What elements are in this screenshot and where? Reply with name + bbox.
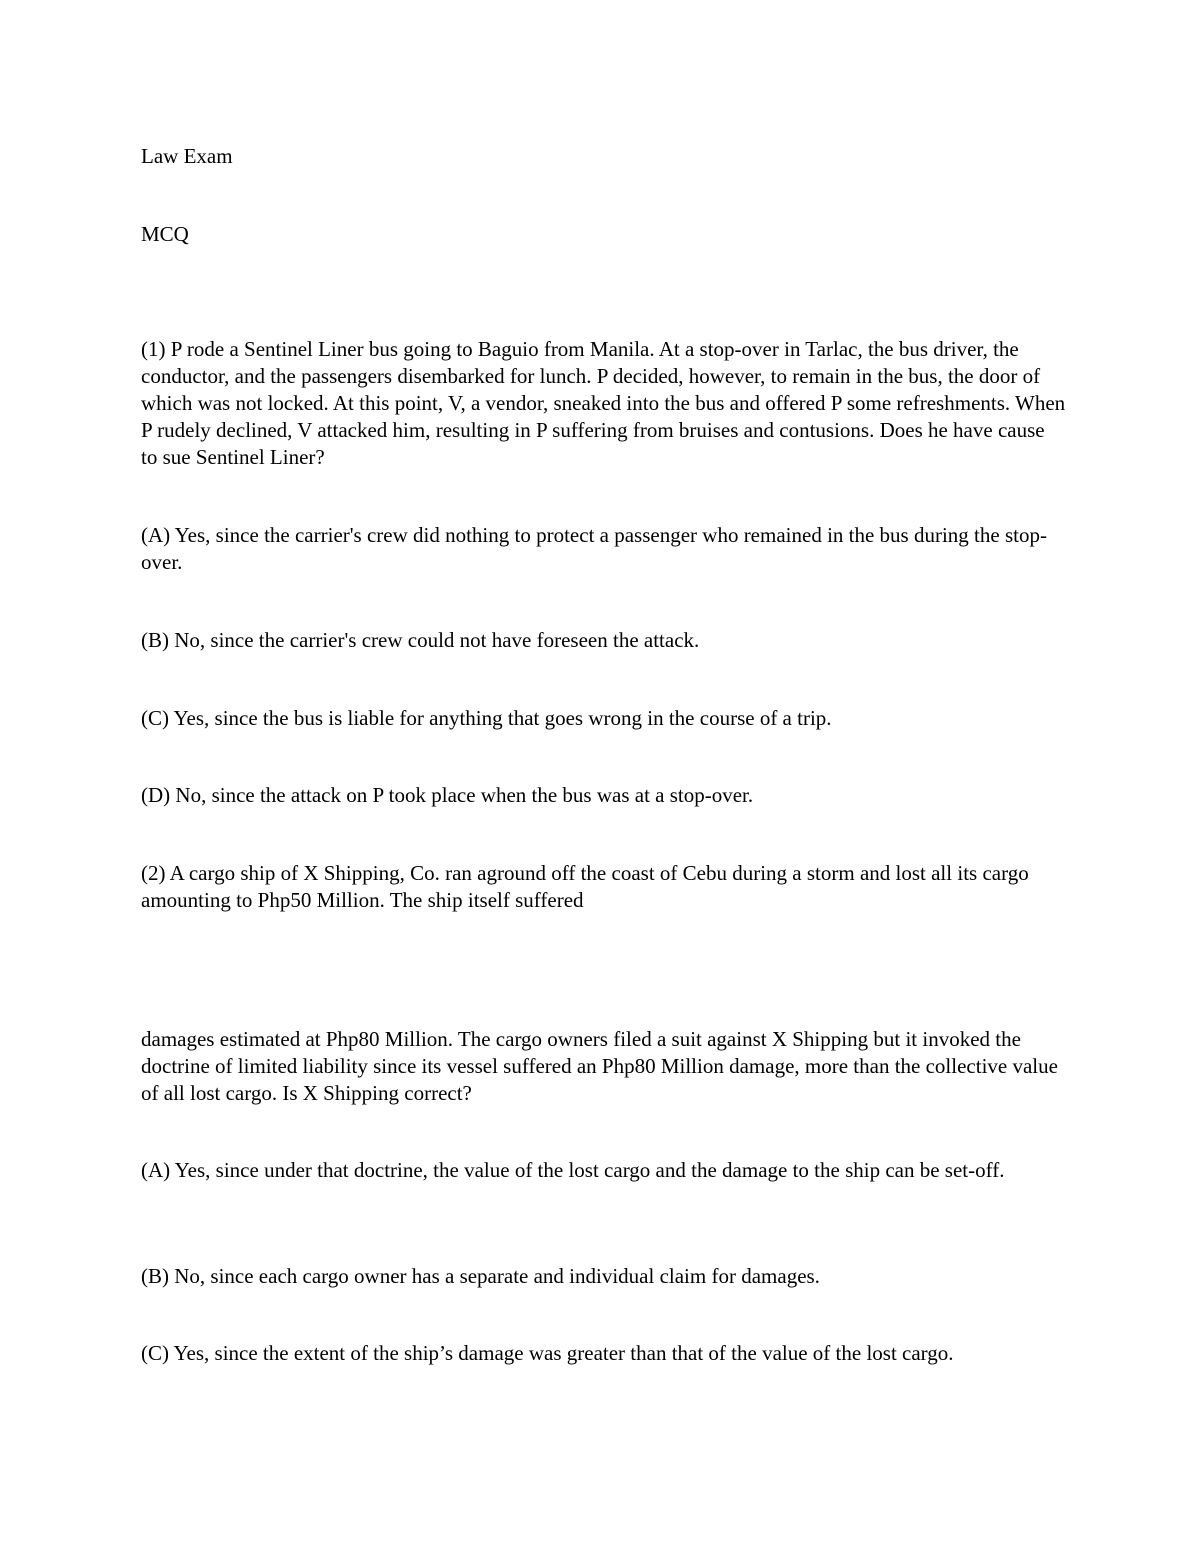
question-2-option-b: (B) No, since each cargo owner has a separate and individual claim for damages. bbox=[141, 1264, 820, 1288]
question-2-stem: (2) A cargo ship of X Shipping, Co. ran aground off the coast of Cebu during a storm and lost all its cargo amounting to Php50 Million. The ship itself suffered bbox=[141, 861, 1029, 912]
question-1-option-a: (A) Yes, since the carrier's crew did nothing to protect a passenger who remained in the bus during the stop-over. bbox=[141, 523, 1047, 574]
document-subtitle: MCQ bbox=[141, 222, 189, 246]
question-2-option-c: (C) Yes, since the extent of the ship’s damage was greater than that of the value of the lost cargo. bbox=[141, 1341, 954, 1365]
question-1-option-c: (C) Yes, since the bus is liable for anything that goes wrong in the course of a trip. bbox=[141, 706, 832, 730]
document-title: Law Exam bbox=[141, 144, 233, 168]
question-1-stem: (1) P rode a Sentinel Liner bus going to Baguio from Manila. At a stop-over in Tarlac, the bus driver, the conductor, and the passengers disembarked for lunch. P decided, however, to remain in the bus, the door of which was not locked. At this point, V, a vendor, sneaked into the bus and offered P some refreshments. When P rudely declined, V attacked him, resulting in P suffering from bruises and contusions. Does he have cause to sue Sentinel Liner? bbox=[141, 337, 1066, 469]
question-1-option-b: (B) No, since the carrier's crew could not have foreseen the attack. bbox=[141, 628, 700, 652]
question-1-option-d: (D) No, since the attack on P took place when the bus was at a stop-over. bbox=[141, 783, 754, 807]
question-2-option-a: (A) Yes, since under that doctrine, the value of the lost cargo and the damage to the ship can be set-off. bbox=[141, 1158, 1005, 1182]
question-2-stem-continued: damages estimated at Php80 Million. The cargo owners filed a suit against X Shipping but it invoked the doctrine of limited liability since its vessel suffered an Php80 Million damage, more than the collective value of all lost cargo. Is X Shipping correct? bbox=[141, 1027, 1058, 1105]
